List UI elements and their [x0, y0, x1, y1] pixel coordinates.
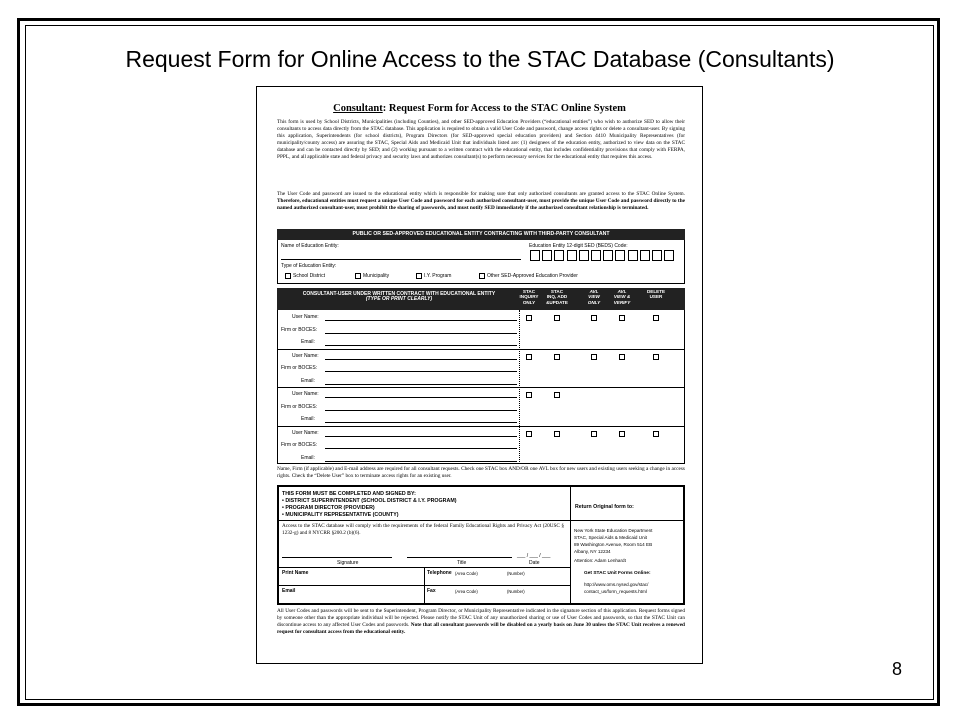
firm-label: Firm or BOCES:	[281, 326, 318, 333]
access-checkbox[interactable]	[554, 392, 560, 398]
access-checkbox[interactable]	[591, 431, 597, 437]
user-name-label: User Name:	[292, 429, 319, 436]
return-address-3: 89 Washington Avenue, Room 514 EB	[574, 542, 653, 547]
sign-bullet-2-text: PROGRAM DIRECTOR (PROVIDER)	[285, 505, 375, 511]
return-header: Return Original form to:	[575, 504, 634, 510]
user-name-label: User Name:	[292, 314, 319, 320]
access-checkbox[interactable]	[619, 354, 625, 360]
access-checkbox[interactable]	[653, 315, 659, 321]
beds-digit-box[interactable]	[615, 250, 625, 261]
email-label: Email:	[301, 454, 315, 461]
access-column-header-line: VIEW	[588, 294, 600, 300]
beds-digit-box[interactable]	[567, 250, 577, 261]
user-input-line[interactable]	[325, 422, 517, 423]
signature-divider	[570, 487, 571, 603]
compliance-text: Access to the STAC database will comply with the requirements of the federal Family Educational Rights and Privacy Act (20USC § 1232-g) and 8 NYCRR §200.2 (b)(6).	[282, 523, 564, 536]
return-address-4: Albany, NY 12234	[574, 549, 611, 554]
footer-paragraph-bold: Note that all consultant passwords will be disabled on a yearly basis on June 30 unless the STAC Unit receives a renewed request for consultant access from the educational entity.	[277, 622, 686, 636]
user-name-label: User Name:	[292, 352, 319, 359]
entity-name-line	[281, 259, 521, 260]
access-column-header-line: STAC	[550, 289, 564, 294]
form-title-underlined: Consultant	[333, 103, 383, 114]
fax-number: (Number)	[507, 589, 525, 594]
access-checkbox[interactable]	[653, 354, 659, 360]
access-column-header-line: DELETE	[646, 289, 666, 294]
sign-bullet-1: • DISTRICT SUPERINTENDENT (SCHOOL DISTRICT & I.Y. PROGRAM)	[282, 498, 457, 504]
beds-digit-box[interactable]	[579, 250, 589, 261]
type-school-district: School District	[293, 273, 325, 279]
footer-paragraph	[277, 608, 685, 636]
access-column-header-line: AVL	[589, 289, 599, 294]
return-address-2: STAC, Special Aids & Medicaid Unit	[574, 535, 647, 540]
access-column-header-line: USER	[649, 294, 663, 300]
access-column-header-line: INQ, ADD	[546, 294, 568, 300]
entity-type-label: Type of Education Entity:	[281, 263, 337, 269]
form-title	[257, 103, 702, 114]
access-column-header	[580, 289, 608, 305]
access-checkbox[interactable]	[653, 431, 659, 437]
access-checkbox[interactable]	[619, 315, 625, 321]
firm-label: Firm or BOCES:	[281, 403, 318, 410]
user-input-line[interactable]	[325, 410, 517, 411]
checkbox-other-provider[interactable]	[479, 273, 485, 279]
access-checkbox[interactable]	[526, 431, 532, 437]
beds-code-label: Education Entity 12-digit SED (BEDS) Code:	[529, 243, 628, 249]
firm-label: Firm or BOCES:	[281, 442, 318, 448]
type-municipality: Municipality	[363, 273, 390, 279]
sign-header: THIS FORM MUST BE COMPLETED AND SIGNED BY:	[282, 491, 416, 497]
beds-digit-box[interactable]	[554, 250, 564, 261]
access-column-header-line: INQUIRY	[519, 294, 539, 300]
intro-paragraph-2	[277, 191, 685, 212]
email-label: Email:	[301, 377, 315, 384]
title-line	[407, 557, 512, 558]
checkbox-iy-program[interactable]	[416, 273, 422, 279]
user-name-label: User Name:	[292, 391, 319, 397]
access-checkbox[interactable]	[554, 315, 560, 321]
access-column-header-line: &UPDATE	[546, 299, 568, 305]
date-slashes: ___ / ___ / ___	[517, 553, 551, 559]
fax-label: Fax	[427, 588, 436, 594]
sign-header-rule	[279, 520, 570, 521]
print-name-label: Print Name	[282, 570, 309, 576]
firm-label: Firm or BOCES:	[281, 365, 318, 371]
user-input-line[interactable]	[325, 371, 517, 372]
page-number: 8	[891, 659, 902, 679]
user-input-line[interactable]	[325, 448, 517, 449]
footer-paragraph-plain: All User Codes and passwords will be sent to the Superintendent, Program Director, or Municipality Representative indicated in the signature section of this application. Request forms signed by someone other than the appropriate individual will be rejected. Please notify the STAC Unit of any unauthorized sharing or use of User Codes and passwords, so that the STAC Unit can discontinue access to any affected User Codes and passwords.	[277, 608, 685, 629]
return-header-rule	[570, 520, 683, 521]
access-checkbox[interactable]	[591, 315, 597, 321]
beds-digit-box[interactable]	[664, 250, 674, 261]
type-iy-program: I.Y. Program	[424, 273, 452, 279]
access-column-header	[543, 289, 571, 305]
sign-bullet-3: • MUNICIPALITY REPRESENTATIVE (COUNTY)	[282, 512, 399, 518]
access-checkbox[interactable]	[591, 354, 597, 360]
user-input-line[interactable]	[325, 345, 517, 346]
access-checkbox[interactable]	[526, 315, 532, 321]
consultant-header-line2: (TYPE OR PRINT CLEARLY)	[365, 296, 433, 303]
access-column-header-line: ONLY	[522, 299, 536, 305]
forms-url-line-2[interactable]: contact_us/form_requests.html	[584, 589, 647, 594]
user-block-separator	[277, 387, 685, 388]
intro-paragraph-2-bold: Therefore, educational entities must request a unique User Code and password for each authorized consultant-user, must provide the unique User Code and password directly to the named authorized consultant-user, must prohibit the sharing of passwords, and must notify SED immediately if the authorized consultant relationship is terminated.	[277, 198, 685, 212]
user-input-line[interactable]	[325, 320, 517, 321]
entity-section-header: PUBLIC OR SED-APPROVED EDUCATIONAL ENTITY CONTRACTING WITH THIRD-PARTY CONSULTANT	[277, 229, 685, 240]
consultant-column-divider	[519, 310, 520, 464]
beds-digit-box[interactable]	[603, 250, 613, 261]
checkbox-school-district[interactable]	[285, 273, 291, 279]
beds-digit-box[interactable]	[591, 250, 601, 261]
telephone-number: (Number)	[507, 571, 525, 576]
telephone-label: Telephone	[427, 570, 452, 576]
beds-digit-box[interactable]	[628, 250, 638, 261]
fax-area-code: (Area Code)	[455, 589, 478, 594]
title-label: Title	[457, 560, 467, 566]
return-attention: Attention: Adam Lenhardt	[574, 558, 626, 563]
access-column-header	[608, 289, 636, 305]
form-document-image	[256, 86, 703, 664]
sign-bullet-2: • PROGRAM DIRECTOR (PROVIDER)	[282, 505, 375, 511]
access-checkbox[interactable]	[526, 354, 532, 360]
signature-label: Signature	[337, 560, 359, 566]
return-address-1: New York State Education Department	[574, 528, 653, 533]
consultant-header-line1: CONSULTANT-USER UNDER WRITTEN CONTRACT WITH EDUCATIONAL ENTITY	[302, 291, 496, 297]
consultant-header-title	[279, 292, 519, 303]
access-column-header-line: VIEW &	[613, 294, 631, 300]
signature-line	[282, 557, 392, 558]
user-input-line[interactable]	[325, 384, 517, 385]
access-checkbox[interactable]	[554, 431, 560, 437]
sign-bullet-1-text: DISTRICT SUPERINTENDENT (SCHOOL DISTRICT & I.Y. PROGRAM)	[285, 498, 457, 504]
access-column-header-line: STAC	[522, 289, 536, 294]
beds-digit-box[interactable]	[640, 250, 650, 261]
type-other-provider: Other SED-Approved Education Provider	[487, 273, 578, 279]
email-label-sign: Email	[282, 588, 296, 594]
user-input-line[interactable]	[325, 461, 517, 462]
slide-title: Request Form for Online Access to the STAC Database (Consultants)	[125, 46, 835, 72]
access-checkbox[interactable]	[619, 431, 625, 437]
access-column-header-line: ONLY	[587, 299, 601, 305]
forms-url-line-1[interactable]: http://www.oms.nysed.gov/stac/	[584, 582, 649, 587]
beds-digit-box[interactable]	[542, 250, 552, 261]
email-label: Email:	[301, 416, 315, 422]
access-column-header-line: VERIFY	[613, 299, 631, 305]
beds-digit-box[interactable]	[652, 250, 662, 261]
telephone-area-code: (Area Code)	[455, 571, 478, 576]
entity-name-label: Name of Education Entity:	[281, 243, 339, 249]
user-input-line[interactable]	[325, 359, 517, 360]
access-column-header	[515, 289, 543, 305]
access-column-header-line: AVL	[617, 289, 627, 294]
user-input-line[interactable]	[325, 333, 517, 334]
instructions-paragraph: Name, Firm (if applicable) and E-mail address are required for all consultant requests. Check one STAC box AND/OR one AVL box for new users and existing users seeking a change in access rights. Check the “Delete User” box to terminate access rights for an existing user.	[277, 466, 685, 480]
access-column-header	[642, 289, 670, 300]
contact-mid-rule	[279, 585, 570, 586]
access-checkbox[interactable]	[554, 354, 560, 360]
access-checkbox[interactable]	[526, 392, 532, 398]
get-forms-label: Get STAC Unit Forms Online:	[584, 571, 651, 576]
user-block-separator	[277, 426, 685, 427]
user-block-separator	[277, 349, 685, 350]
user-input-line[interactable]	[325, 397, 517, 398]
beds-digit-box[interactable]	[530, 250, 540, 261]
user-input-line[interactable]	[325, 436, 517, 437]
form-title-rest: : Request Form for Access to the STAC Online System	[382, 103, 626, 114]
intro-paragraph-1: This form is used by School Districts, Municipalities (including Counties), and other SED-approved Education Providers (“educational entities”) who wish to authorize SED to allow their consultants to access data directly from the STAC database. This application is required to obtain a valid User Code and password, change access rights or delete a consultant-user. By signing this application, Superintendents (for school districts), Program Directors (for SED-approved special education providers) and Section 4410 Municipality Representatives (for municipality/county access) are assuring the STAC, Special Aids and Medicaid Unit that individuals listed are: (1) designees of the education entity, authorized to view data on the STAC database and can be contacted directly by SED; and (2) working pursuant to a written contract with the educational entity, that includes confidentiality provisions that comply with FERPA, PPPL, and all applicable state and federal privacy and security laws and authorizes consultant(s) to perform necessary services for the educational entity that requires this access.	[277, 119, 685, 161]
checkbox-municipality[interactable]	[355, 273, 361, 279]
intro-paragraph-2-plain: The User Code and password are issued to the educational entity which is responsible for making sure that only authorized consultants are granted access to the STAC Online System.	[277, 191, 685, 197]
email-label: Email:	[301, 339, 315, 345]
sign-bullet-3-text: MUNICIPALITY REPRESENTATIVE (COUNTY)	[285, 512, 399, 518]
date-label: Date	[529, 560, 540, 566]
